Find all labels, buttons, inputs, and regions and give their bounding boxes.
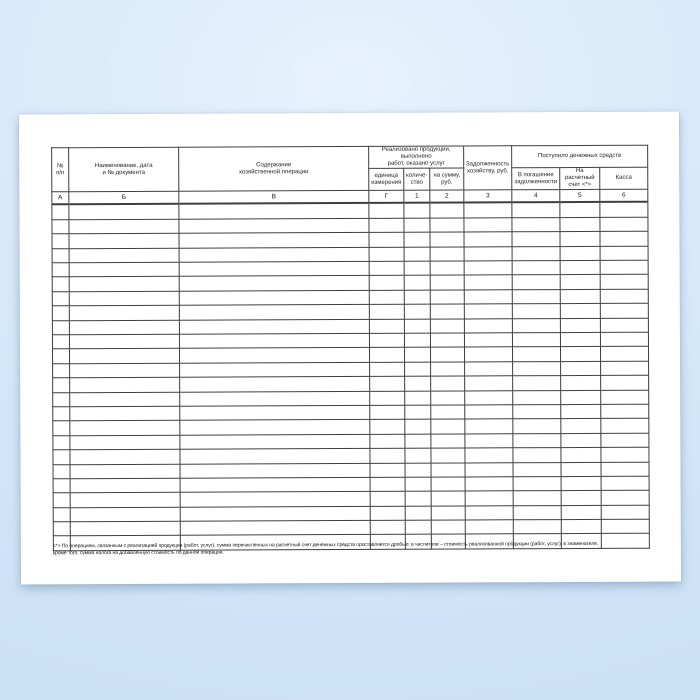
code-cell: Б	[69, 192, 179, 205]
empty-cell	[52, 306, 69, 320]
empty-cell	[601, 505, 649, 520]
empty-cell	[561, 347, 601, 362]
empty-cell	[465, 477, 513, 492]
empty-cell	[561, 419, 601, 434]
code-cell: 2	[430, 190, 464, 203]
empty-cell	[465, 462, 513, 477]
empty-cell	[430, 247, 464, 262]
empty-cell	[431, 391, 465, 406]
empty-cell	[465, 520, 513, 535]
empty-cell	[431, 376, 465, 391]
empty-cell	[561, 361, 601, 376]
empty-cell	[405, 506, 431, 521]
empty-cell	[370, 506, 405, 521]
empty-cell	[370, 376, 405, 391]
empty-cell	[560, 332, 600, 347]
code-cell: 3	[464, 190, 512, 203]
empty-cell	[404, 319, 430, 334]
empty-cell	[405, 520, 431, 535]
empty-cell	[52, 248, 69, 262]
empty-cell	[69, 305, 179, 320]
empty-cell	[69, 248, 179, 263]
header-group-received: Поступило денежных средств	[512, 145, 648, 168]
empty-cell	[512, 289, 560, 304]
ledger-table	[51, 145, 650, 551]
empty-cell	[180, 449, 370, 464]
empty-cell	[431, 462, 465, 477]
empty-cell	[465, 434, 513, 449]
empty-cell	[180, 492, 370, 507]
code-cell: 6	[600, 190, 648, 203]
empty-cell	[369, 233, 404, 248]
empty-cell	[69, 219, 179, 234]
empty-cell	[52, 263, 69, 277]
empty-cell	[601, 433, 649, 448]
code-cell: А	[52, 192, 69, 205]
empty-cell	[180, 348, 370, 363]
empty-cell	[561, 519, 601, 534]
empty-cell	[179, 261, 369, 276]
empty-cell	[561, 505, 601, 520]
empty-cell	[404, 247, 430, 262]
empty-cell	[70, 406, 180, 421]
empty-cell	[513, 520, 561, 535]
empty-cell	[512, 275, 560, 290]
empty-cell	[513, 448, 561, 463]
empty-cell	[601, 462, 649, 477]
empty-cell	[52, 234, 69, 248]
empty-cell	[70, 521, 180, 536]
empty-cell	[180, 520, 370, 535]
empty-cell	[180, 362, 370, 377]
empty-cell	[430, 203, 464, 218]
empty-cell	[465, 362, 513, 377]
empty-cell	[180, 405, 370, 420]
empty-cell	[601, 419, 649, 434]
empty-cell	[430, 275, 464, 290]
empty-cell	[370, 362, 405, 377]
empty-cell	[464, 218, 512, 233]
empty-cell	[53, 450, 70, 464]
empty-cell	[465, 448, 513, 463]
empty-cell	[430, 304, 464, 319]
empty-cell	[404, 261, 430, 276]
empty-cell	[369, 333, 404, 348]
empty-cell	[513, 505, 561, 520]
empty-cell	[601, 519, 649, 534]
empty-cell	[600, 231, 648, 246]
empty-cell	[601, 375, 649, 390]
empty-cell	[370, 405, 405, 420]
empty-cell	[404, 333, 430, 348]
empty-cell	[53, 363, 70, 377]
empty-cell	[53, 493, 70, 507]
empty-cell	[560, 275, 600, 290]
empty-cell	[561, 491, 601, 506]
empty-cell	[370, 492, 405, 507]
empty-cell	[69, 204, 179, 219]
empty-cell	[464, 275, 512, 290]
empty-cell	[465, 347, 513, 362]
empty-cell	[431, 419, 465, 434]
empty-cell	[53, 479, 70, 493]
empty-cell	[600, 217, 648, 232]
empty-cell	[52, 277, 69, 291]
empty-cell	[431, 506, 465, 521]
empty-cell	[53, 421, 70, 435]
empty-cell	[465, 491, 513, 506]
empty-cell	[430, 319, 464, 334]
empty-cell	[431, 477, 465, 492]
code-cell: 5	[560, 190, 600, 203]
empty-cell	[560, 318, 600, 333]
empty-cell	[512, 261, 560, 276]
empty-cell	[69, 334, 179, 349]
empty-cell	[370, 434, 405, 449]
empty-cell	[53, 435, 70, 449]
empty-cell	[561, 476, 601, 491]
empty-cell	[404, 232, 430, 247]
empty-cell	[370, 391, 405, 406]
empty-cell	[180, 434, 370, 449]
empty-cell	[179, 218, 369, 233]
empty-cell	[70, 507, 180, 522]
table-header	[52, 145, 648, 205]
empty-cell	[601, 361, 649, 376]
empty-cell	[560, 289, 600, 304]
empty-cell	[465, 376, 513, 391]
empty-cell	[405, 362, 431, 377]
empty-cell	[69, 291, 179, 306]
empty-cell	[70, 349, 180, 364]
code-cell: В	[179, 191, 369, 204]
empty-cell	[431, 520, 465, 535]
empty-cell	[369, 319, 404, 334]
header-cell-quantity: количе- ство	[404, 168, 430, 190]
empty-cell	[601, 404, 649, 419]
empty-cell	[180, 506, 370, 521]
empty-cell	[369, 290, 404, 305]
empty-cell	[561, 376, 601, 391]
empty-cell	[513, 462, 561, 477]
empty-cell	[179, 276, 369, 291]
empty-cell	[53, 349, 70, 363]
empty-cell	[430, 290, 464, 305]
empty-cell	[180, 420, 370, 435]
empty-cell	[560, 202, 600, 217]
empty-cell	[70, 493, 180, 508]
empty-cell	[405, 448, 431, 463]
empty-cell	[369, 261, 404, 276]
empty-cell	[465, 390, 513, 405]
header-cell-operation: Содержание хозяйственной операции	[179, 146, 369, 191]
empty-cell	[512, 246, 560, 261]
empty-cell	[601, 490, 649, 505]
empty-cell	[430, 232, 464, 247]
empty-cell	[70, 478, 180, 493]
empty-cell	[513, 433, 561, 448]
empty-cell	[404, 276, 430, 291]
empty-cell	[369, 304, 404, 319]
empty-cell	[69, 233, 179, 248]
empty-cell	[405, 376, 431, 391]
empty-cell	[513, 390, 561, 405]
empty-cell	[180, 463, 370, 478]
header-cell-amount: на сумму, руб.	[430, 168, 464, 190]
header-cell-debt: Задолженность хозяйству, руб.	[464, 146, 512, 191]
table-body	[52, 202, 650, 550]
empty-cell	[513, 419, 561, 434]
empty-cell	[464, 318, 512, 333]
empty-cell	[70, 392, 180, 407]
empty-cell	[465, 505, 513, 520]
empty-cell	[513, 361, 561, 376]
header-cell-unit: единица измерения	[369, 168, 404, 190]
empty-cell	[52, 292, 69, 306]
empty-cell	[560, 232, 600, 247]
empty-cell	[600, 260, 648, 275]
empty-cell	[53, 464, 70, 478]
empty-cell	[405, 391, 431, 406]
empty-cell	[52, 335, 69, 349]
empty-cell	[431, 491, 465, 506]
empty-cell	[369, 218, 404, 233]
empty-cell	[561, 404, 601, 419]
empty-cell	[405, 491, 431, 506]
empty-cell	[430, 261, 464, 276]
empty-cell	[431, 362, 465, 377]
empty-cell	[369, 203, 404, 218]
empty-cell	[464, 246, 512, 261]
empty-cell	[370, 520, 405, 535]
empty-cell	[370, 477, 405, 492]
empty-cell	[179, 233, 369, 248]
empty-cell	[560, 217, 600, 232]
empty-cell	[601, 347, 649, 362]
empty-cell	[370, 448, 405, 463]
empty-cell	[464, 203, 512, 218]
empty-cell	[512, 203, 560, 218]
empty-cell	[180, 377, 370, 392]
empty-cell	[560, 246, 600, 261]
header-cell-account: На расчетный счет <*>	[560, 168, 600, 190]
empty-cell	[464, 304, 512, 319]
empty-cell	[404, 218, 430, 233]
empty-cell	[431, 405, 465, 420]
header-group-sold: Реализовано продукции, выполнено работ, оказано услуг	[369, 146, 464, 169]
empty-cell	[512, 318, 560, 333]
empty-cell	[52, 220, 69, 234]
empty-cell	[369, 348, 404, 363]
empty-cell	[405, 463, 431, 478]
empty-cell	[430, 347, 464, 362]
empty-cell	[600, 289, 648, 304]
empty-cell	[560, 260, 600, 275]
empty-cell	[561, 462, 601, 477]
empty-cell	[70, 421, 180, 436]
empty-cell	[404, 203, 430, 218]
empty-cell	[513, 491, 561, 506]
empty-cell	[370, 420, 405, 435]
empty-cell	[600, 202, 648, 217]
empty-cell	[464, 261, 512, 276]
empty-cell	[512, 217, 560, 232]
empty-cell	[513, 376, 561, 391]
empty-cell	[405, 434, 431, 449]
empty-cell	[179, 319, 369, 334]
footnote: <*> По операциям, связанным с реализацией продукции (работ, услуг), сумма перечисленных на расчетный счет денежных средств проставляется дробью: в числителе – стоимость реализованной продукции (работ, услуг), в знаменателе, кроме того, сумма налога на добавленную стоимость по данной операции.	[52, 540, 599, 557]
empty-cell	[369, 276, 404, 291]
empty-cell	[69, 262, 179, 277]
empty-cell	[600, 246, 648, 261]
empty-cell	[70, 435, 180, 450]
empty-cell	[600, 332, 648, 347]
empty-cell	[465, 405, 513, 420]
empty-cell	[513, 405, 561, 420]
empty-cell	[179, 247, 369, 262]
empty-cell	[179, 333, 369, 348]
empty-cell	[180, 477, 370, 492]
empty-cell	[69, 320, 179, 335]
empty-cell	[404, 290, 430, 305]
empty-cell	[561, 448, 601, 463]
empty-cell	[52, 205, 69, 220]
empty-cell	[369, 247, 404, 262]
empty-cell	[70, 449, 180, 464]
header-cell-doc: Наименование, дата и № документа	[69, 147, 179, 192]
empty-cell	[179, 305, 369, 320]
empty-cell	[70, 377, 180, 392]
empty-cell	[430, 333, 464, 348]
empty-cell	[512, 304, 560, 319]
empty-cell	[405, 419, 431, 434]
code-cell: 1	[404, 191, 430, 204]
empty-cell	[370, 463, 405, 478]
empty-cell	[179, 203, 369, 219]
empty-cell	[560, 304, 600, 319]
empty-cell	[601, 390, 649, 405]
empty-cell	[430, 218, 464, 233]
empty-cell	[405, 405, 431, 420]
empty-cell	[70, 464, 180, 479]
empty-cell	[53, 407, 70, 421]
empty-cell	[464, 333, 512, 348]
empty-cell	[465, 419, 513, 434]
empty-cell	[53, 522, 70, 536]
empty-cell	[431, 434, 465, 449]
document-page	[19, 112, 681, 585]
empty-cell	[53, 507, 70, 521]
empty-cell	[431, 448, 465, 463]
code-cell: Г	[369, 191, 404, 204]
empty-cell	[53, 392, 70, 406]
empty-cell	[512, 232, 560, 247]
empty-cell	[53, 378, 70, 392]
header-cell-repayment: В погашение задолженности	[512, 168, 560, 190]
empty-cell	[69, 277, 179, 292]
empty-cell	[600, 303, 648, 318]
empty-cell	[561, 433, 601, 448]
empty-cell	[404, 304, 430, 319]
empty-cell	[512, 333, 560, 348]
empty-cell	[601, 447, 649, 462]
empty-cell	[561, 390, 601, 405]
empty-cell	[601, 476, 649, 491]
empty-cell	[464, 290, 512, 305]
empty-cell	[464, 232, 512, 247]
empty-cell	[513, 476, 561, 491]
empty-cell	[70, 363, 180, 378]
empty-cell	[513, 347, 561, 362]
header-cell-num: № п/п	[52, 148, 69, 193]
empty-cell	[600, 275, 648, 290]
code-cell: 4	[512, 190, 560, 203]
header-cell-cash: Касса	[600, 167, 648, 189]
empty-cell	[179, 290, 369, 305]
empty-cell	[52, 320, 69, 334]
empty-cell	[600, 318, 648, 333]
empty-cell	[404, 348, 430, 363]
empty-cell	[180, 391, 370, 406]
empty-cell	[405, 477, 431, 492]
